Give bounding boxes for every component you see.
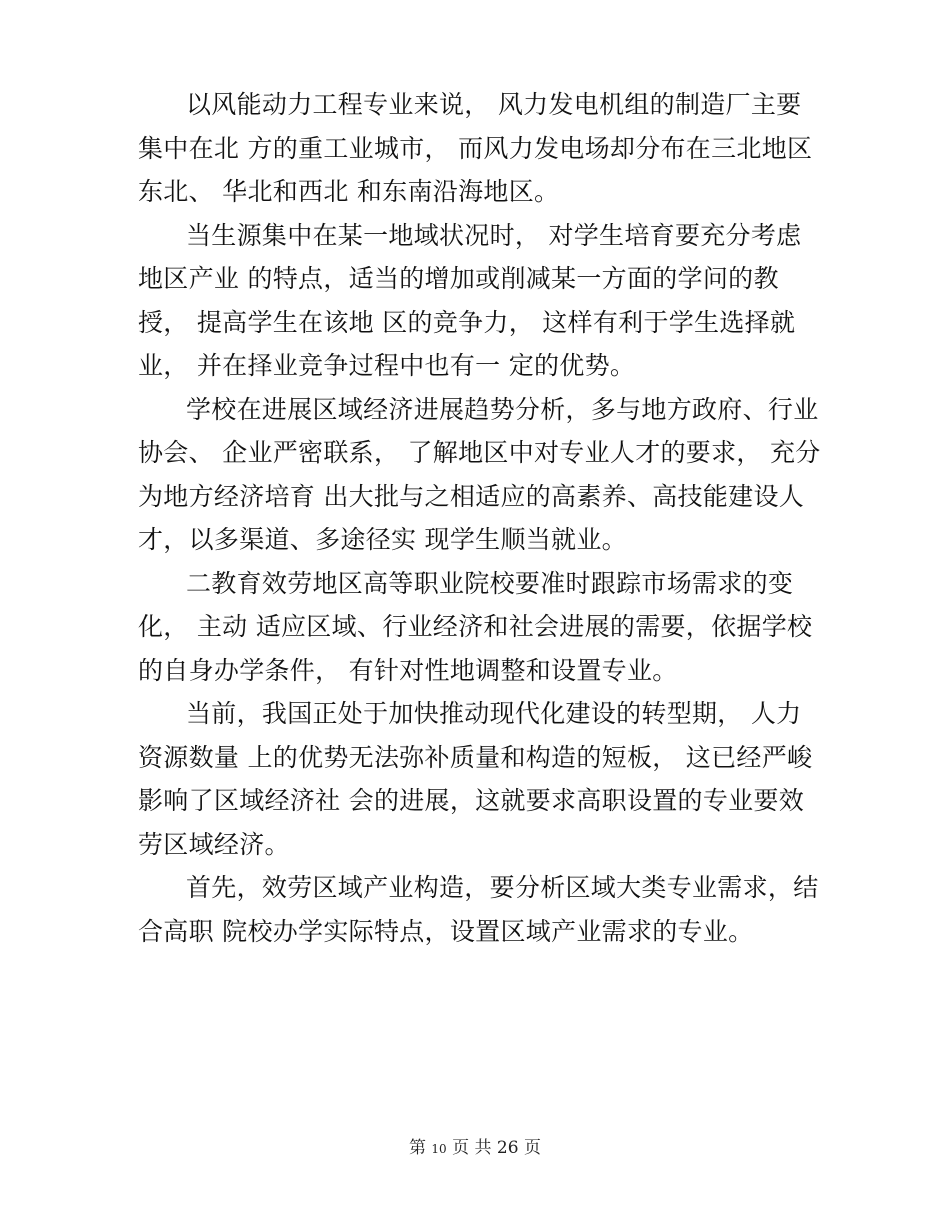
document-body — [138, 83, 828, 953]
text-line: 集中在北 方的重工业城市， 而风力发电场却分布在三北地区 — [138, 133, 813, 163]
text-line: 学校在进展区域经济进展趋势分析，多与地方政府、行业 — [186, 394, 819, 424]
paragraph — [138, 692, 828, 866]
text-line: 当前，我国正处于加快推动现代化建设的转型期， 人力 — [186, 699, 802, 728]
paragraph — [138, 214, 828, 388]
text-line: 为地方经济培育 出大批与之相适应的高素养、高技能建设人 — [138, 481, 805, 511]
footer-middle: 页 共 — [446, 1138, 497, 1158]
text-line: 资源数量 上的优势无法弥补质量和构造的短板， 这已经严峻 — [138, 742, 813, 772]
text-line: 首先，效劳区域产业构造，要分析区域大类专业需求，结 — [186, 873, 819, 902]
text-line: 合高职 院校办学实际特点，设置区域产业需求的专业。 — [138, 916, 754, 946]
footer-prefix: 第 — [409, 1138, 432, 1158]
total-pages-number: 26 — [496, 1138, 519, 1158]
text-line: 二教育效劳地区高等职业院校要准时跟踪市场需求的变 — [186, 568, 794, 598]
text-line: 当生源集中在某一地域状况时， 对学生培育要充分考虑 — [186, 220, 802, 250]
paragraph — [138, 388, 828, 562]
text-line: 地区产业 的特点，适当的增加或削减某一方面的学问的教 — [138, 264, 779, 293]
paragraph — [138, 866, 828, 953]
text-line: 授， 提高学生在该地 区的竞争力， 这样有利于学生选择就 — [138, 307, 796, 337]
page-footer — [0, 1133, 950, 1158]
text-line: 东北、 华北和西北 和东南沿海地区。 — [138, 177, 560, 206]
footer-suffix: 页 — [518, 1138, 541, 1158]
text-line: 劳区域经济。 — [138, 829, 290, 859]
current-page-number: 10 — [431, 1142, 447, 1156]
text-line: 化， 主动 适应区域、行业经济和社会进展的需要，依据学校 — [138, 612, 813, 641]
paragraph — [138, 562, 828, 693]
text-line: 业， 并在择业竞争过程中也有一 定的优势。 — [138, 351, 636, 380]
text-line: 的自身办学条件， 有针对性地调整和设置专业。 — [138, 655, 678, 685]
text-line: 影响了区域经济社 会的进展，这就要求高职设置的专业要效 — [138, 786, 805, 815]
text-line: 以风能动力工程专业来说， 风力发电机组的制造厂主要 — [186, 90, 802, 119]
text-line: 才，以多渠道、多途径实 现学生顺当就业。 — [138, 525, 627, 554]
text-line: 协会、 企业严密联系， 了解地区中对专业人才的要求， 充分 — [138, 438, 821, 467]
paragraph — [138, 83, 828, 214]
